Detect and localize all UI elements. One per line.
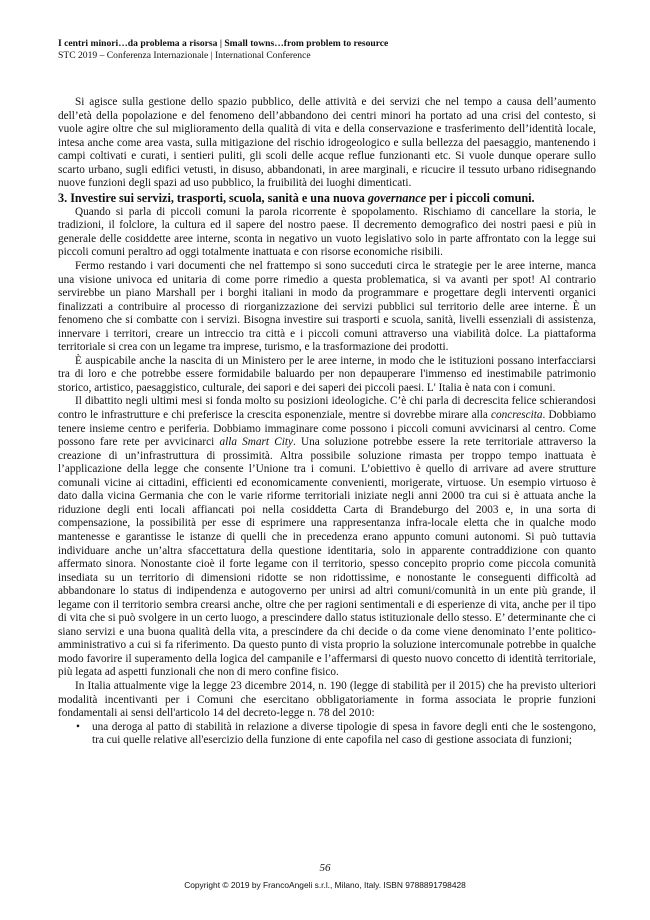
paragraph-4 <box>58 395 596 679</box>
section-heading-end: per i piccoli comuni. <box>426 190 535 205</box>
page-number: 56 <box>319 862 331 874</box>
running-header <box>58 38 598 62</box>
header-title: I centri minori…da problema a risorsa | Small towns…from problem to resource <box>58 38 389 49</box>
paragraph-1: Quando si parla di piccoli comuni la parola ricorrente è spopolamento. Rischiamo di cancellare la storia, le tradizioni, il folclore, la cultura ed il sapere del nostro paese. Il decremento demografico dei nostri paesi e più in generale delle cosiddette aree interne, sconta in negativo un vuoto legislativo solo in parte affrontato con la legge sui piccoli comuni peraltro ad oggi totalmente inattuata e con risorse economiche risibili. <box>58 205 596 259</box>
copyright-notice: Copyright © 2019 by FrancoAngeli s.r.l., Milano, Italy. ISBN 9788891798428 <box>184 880 466 890</box>
paragraph-3: È auspicabile anche la nascita di un Ministero per le aree interne, in modo che le istituzioni possano interfacciarsi tra di loro e che potrebbe essere formidabile baluardo per non depauperare l'immenso ed inestimabile patrimonio storico, artistico, paesaggistico, culturale, dei sapori e dei saperi dei piccoli paesi. L' Italia è nata con i comuni. <box>58 354 596 394</box>
paragraph-4-part-a: Il dibattito negli ultimi mesi si fonda molto su posizioni ideologiche. C’è chi parla di decrescita felice schierandosi contro le infrastrutture e chi preferisce la crescita esponenziale, mentre si dovrebbe mirare alla <box>58 395 596 422</box>
intro-paragraph: Si agisce sulla gestione dello spazio pubblico, delle attività e dei servizi che nel tempo a causa dell’aumento dell’età della popolazione e del fenomeno dell’abbandono dei centri minori ha portato ad una crisi del contesto, si vuole agire oltre che sul miglioramento della qualità di vita e della conservazione e trasferimento dell’identità locale, intesa anche come area vasta, sulla mitigazione del rischio idrogeologico e sulla bellezza del paesaggio, mantenendo i campi coltivati e curati, i sentieri puliti, gli scoli delle acque reflue funzionanti etc. Si vuole dunque operare sullo scarto urbano, sugli edifici vetusti, in disuso, abbandonati, in aree marginali, e ricucire il tessuto urbano ridisegnando nuove funzioni degli spazi ad uso pubblico, la fruibilità dei luoghi dimenticati. <box>58 96 596 190</box>
paragraph-4-part-c: . Una soluzione potrebbe essere la rete territoriale attraverso la creazione di un’infrastruttura di prossimità. Altra possibile soluzione rimasta per troppo tempo inattuata è l’applicazione della legge che consente l’Unione tra i comuni. L’obiettivo è quello di arrivare ad avere strutture comunali vicine ai cittadini, efficienti ed economicamente convenienti, morigerate, virtuose. Un esempio virtuoso è dato dalla vicina Germania che con le varie riforme territoriali iniziate negli anni 2000 tra cui si è attuata anche la riduzione degli enti locali affiancati poi nella cosiddetta Carta di Brandeburgo del 2003 e, in una sorta di compensazione, la possibilità per esse di esprimere una rappresentanza infra-locale eletta che in qualche modo mantenesse e garantisse le istanze di quelli che in precedenza erano appunto comuni autonomi. Si può tuttavia individuare anche un’altra sfaccettatura della questione identitaria, solo in apparente contraddizione con quanto affermato sinora. Nonostante cioè il forte legame con il territorio, spesso concepito proprio come piccola comunità insediata su un territorio di dimensioni ridotte se non ridottissime, e nonostante le conseguenti difficoltà ad abbandonare lo status di indipendenza e autogoverno per unirsi ad altri comuni/comunità in un ente più grande, il legame con il territorio sembra crearsi anche, oltre che per ragioni sentimentali e di esperienze di vita, anche per il tipo di vita che si può svolgere in un certo luogo, a prescindere dallo status istituzionale dello stesso. E’ determinante che ci siano servizi e una buona qualità della vita, a prescindere da chi decide o da come viene denominato l’ente politico-amministrativo a cui si fa riferimento. Da questo punto di vista proprio la soluzione intercomunale potrebbe in qualche modo favorire il superamento della logica del campanile e l’affermarsi di questo nuovo concetto di identità territoriale, più legata ad aspetti funzionali che non di mero confine fisico. <box>58 436 596 679</box>
bullet-item <box>58 721 596 748</box>
page-body <box>58 96 596 748</box>
paragraph-4-italic-1: concrescita <box>491 409 543 422</box>
section-heading-italic: governance <box>367 190 427 205</box>
paragraph-4-italic-2: alla Smart City <box>219 436 293 449</box>
bullet-text: una deroga al patto di stabilità in relazione a diverse tipologie di spesa in favore degli enti che le sostengono, tra cui quelle relative all'esercizio della funzione di ente capofila nel caso di gestione associata di funzioni; <box>92 720 596 747</box>
paragraph-4-part-b: . Dobbiamo tenere insieme centro e periferia. Dobbiamo immaginare come possono i piccoli comuni avvicinarsi al centro. Come possono fare rete per avvicinarci <box>58 409 596 449</box>
paragraph-2: Fermo restando i vari documenti che nel frattempo si sono succeduti circa le strategie per le aree interne, manca una visione univoca ed unitaria di come porre rimedio a questa problematica, si va avanti per spot! Al contrario servirebbe un piano Marshall per i borghi italiani in modo da programmare e progettare degli interventi organici finalizzati a contribuire al processo di riorganizzazione dei servizi pubblici sul territorio delle aree interne. È un fenomeno che si combatte con i servizi. Bisogna investire sui trasporti e scuola, sanità, livelli essenziali di assistenza, innervare i territori, creare un intreccio tra città e i piccoli comuni attraverso una viabilità dolce. La piattaforma territoriale si crea con un legame tra imprese, turismo, e la trasformazione dei prodotti. <box>58 260 596 354</box>
header-conference: STC 2019 – Conferenza Internazionale | International Conference <box>58 50 311 61</box>
section-heading-text: 3. Investire sui servizi, trasporti, scuola, sanità e una nuova <box>58 190 368 205</box>
section-heading <box>58 191 596 206</box>
paragraph-5: In Italia attualmente vige la legge 23 dicembre 2014, n. 190 (legge di stabilità per il 2015) che ha previsto ulteriori modalità incentivanti per i Comuni che esercitano obbligatoriamente in forma associata le proprie funzioni fondamentali ai sensi dell'articolo 14 del decreto-legge n. 78 del 2010: <box>58 679 596 720</box>
bullet-marker: • <box>76 720 80 733</box>
